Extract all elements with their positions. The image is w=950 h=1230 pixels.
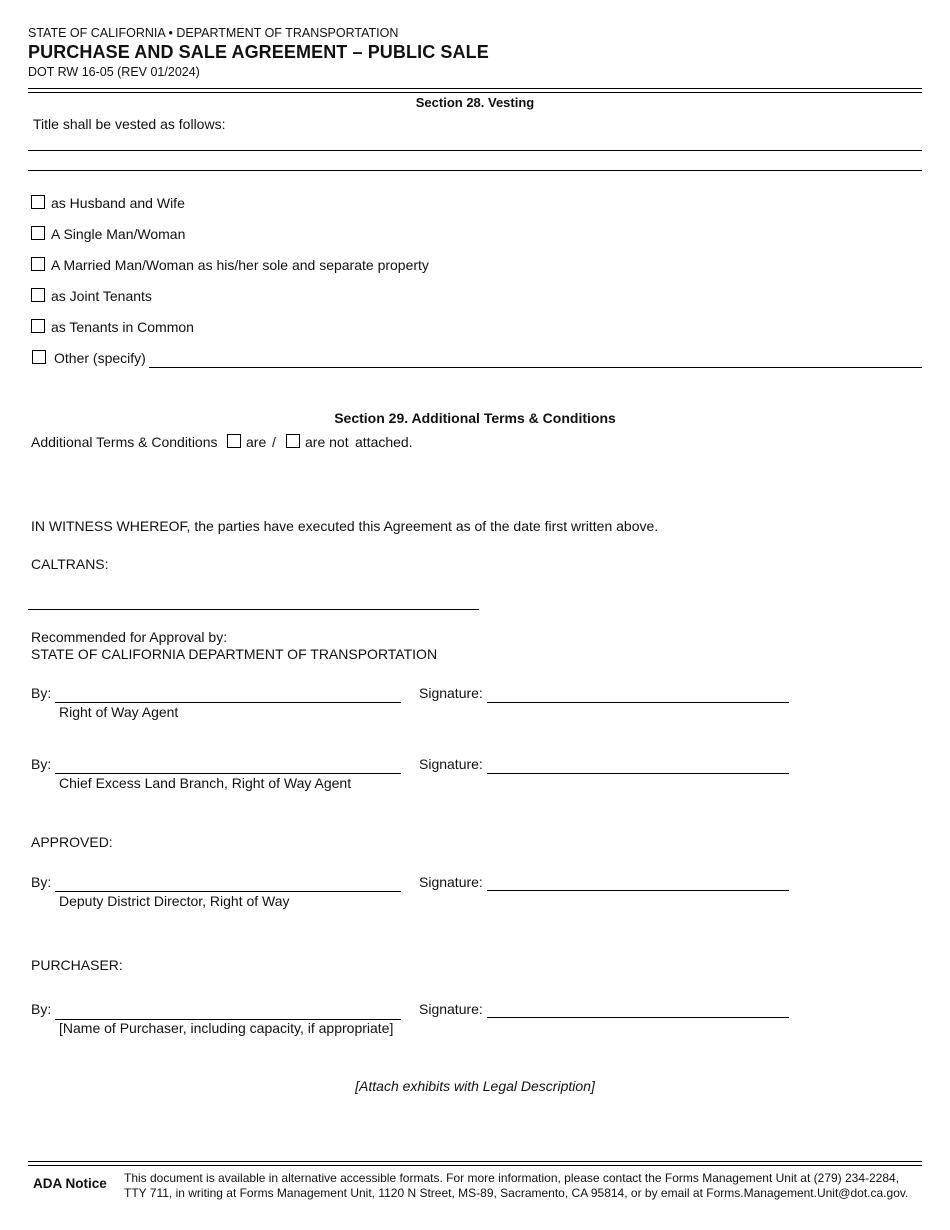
section28-heading: Section 28. Vesting xyxy=(415,95,535,110)
ada-notice-line2: TTY 711, in writing at Forms Management Unit, 1120 N Street, MS-89, Sacramento, CA 95814, or by email at Forms.Management.Unit@dot.ca.gov. xyxy=(124,1186,909,1200)
footer-divider-bottom xyxy=(28,1165,922,1166)
ada-notice-line1: This document is available in alternative accessible formats. For more information, please contact the Forms Management Unit at (279) 234-2284, xyxy=(124,1171,900,1185)
vesting-line-1[interactable] xyxy=(28,150,922,151)
signature-label-chief: Signature: xyxy=(419,756,483,772)
signature-label-agent: Signature: xyxy=(419,685,483,701)
terms-label: Additional Terms & Conditions xyxy=(31,434,218,450)
other-specify-field[interactable] xyxy=(149,367,922,368)
by-label-chief: By: xyxy=(31,756,52,772)
attach-exhibits-note: [Attach exhibits with Legal Description] xyxy=(355,1078,595,1094)
terms-slash: / xyxy=(272,434,276,450)
agency-name: STATE OF CALIFORNIA • DEPARTMENT OF TRANSPORTATION xyxy=(28,26,399,40)
form-title: PURCHASE AND SALE AGREEMENT – PUBLIC SALE xyxy=(28,42,489,62)
checkbox-married-separate[interactable] xyxy=(31,257,45,271)
section29-heading: Section 29. Additional Terms & Conditions xyxy=(334,410,616,426)
witness-statement: IN WITNESS WHEREOF, the parties have executed this Agreement as of the date first written above. xyxy=(31,518,659,534)
option-tenants-common-label: as Tenants in Common xyxy=(51,319,194,335)
terms-are-label: are xyxy=(246,434,267,450)
by-field-agent[interactable] xyxy=(55,702,401,703)
by-field-deputy[interactable] xyxy=(55,891,401,892)
recommended-agency: STATE OF CALIFORNIA DEPARTMENT OF TRANSPORTATION xyxy=(31,646,438,662)
header-divider-bottom xyxy=(28,92,922,93)
agent-title: Right of Way Agent xyxy=(59,704,179,720)
option-other-label: Other (specify) xyxy=(54,350,146,366)
option-married-separate-label: A Married Man/Woman as his/her sole and separate property xyxy=(51,257,429,273)
deputy-title: Deputy District Director, Right of Way xyxy=(59,893,290,909)
vesting-line-2[interactable] xyxy=(28,170,922,171)
checkbox-tenants-common[interactable] xyxy=(31,319,45,333)
approved-label: APPROVED: xyxy=(31,834,113,850)
form-number: DOT RW 16-05 (REV 01/2024) xyxy=(28,65,200,79)
signature-field-agent[interactable] xyxy=(487,702,789,703)
by-label-deputy: By: xyxy=(31,874,52,890)
option-husband-wife-label: as Husband and Wife xyxy=(51,195,185,211)
checkbox-terms-are-not[interactable] xyxy=(286,434,300,448)
checkbox-husband-wife[interactable] xyxy=(31,195,45,209)
signature-field-purchaser[interactable] xyxy=(487,1017,789,1018)
terms-attached-label: attached. xyxy=(355,434,413,450)
recommended-label: Recommended for Approval by: xyxy=(31,629,228,645)
by-label-purchaser: By: xyxy=(31,1001,52,1017)
caltrans-signature-line[interactable] xyxy=(28,609,479,610)
chief-title: Chief Excess Land Branch, Right of Way Agent xyxy=(59,775,352,791)
checkbox-other[interactable] xyxy=(32,350,46,364)
ada-notice-label: ADA Notice xyxy=(33,1176,107,1191)
signature-label-purchaser: Signature: xyxy=(419,1001,483,1017)
checkbox-terms-are[interactable] xyxy=(227,434,241,448)
checkbox-joint-tenants[interactable] xyxy=(31,288,45,302)
purchaser-name-caption: [Name of Purchaser, including capacity, if appropriate] xyxy=(59,1020,394,1036)
signature-label-deputy: Signature: xyxy=(419,874,483,890)
purchaser-label: PURCHASER: xyxy=(31,957,123,973)
caltrans-label: CALTRANS: xyxy=(31,556,109,572)
checkbox-single[interactable] xyxy=(31,226,45,240)
signature-field-deputy[interactable] xyxy=(487,890,789,891)
vesting-intro: Title shall be vested as follows: xyxy=(33,116,226,132)
signature-field-chief[interactable] xyxy=(487,773,789,774)
by-label-agent: By: xyxy=(31,685,52,701)
option-joint-tenants-label: as Joint Tenants xyxy=(51,288,152,304)
header-divider-top xyxy=(28,88,922,89)
footer-divider-top xyxy=(28,1161,922,1162)
by-field-chief[interactable] xyxy=(55,773,401,774)
option-single-label: A Single Man/Woman xyxy=(51,226,186,242)
terms-are-not-label: are not xyxy=(305,434,349,450)
